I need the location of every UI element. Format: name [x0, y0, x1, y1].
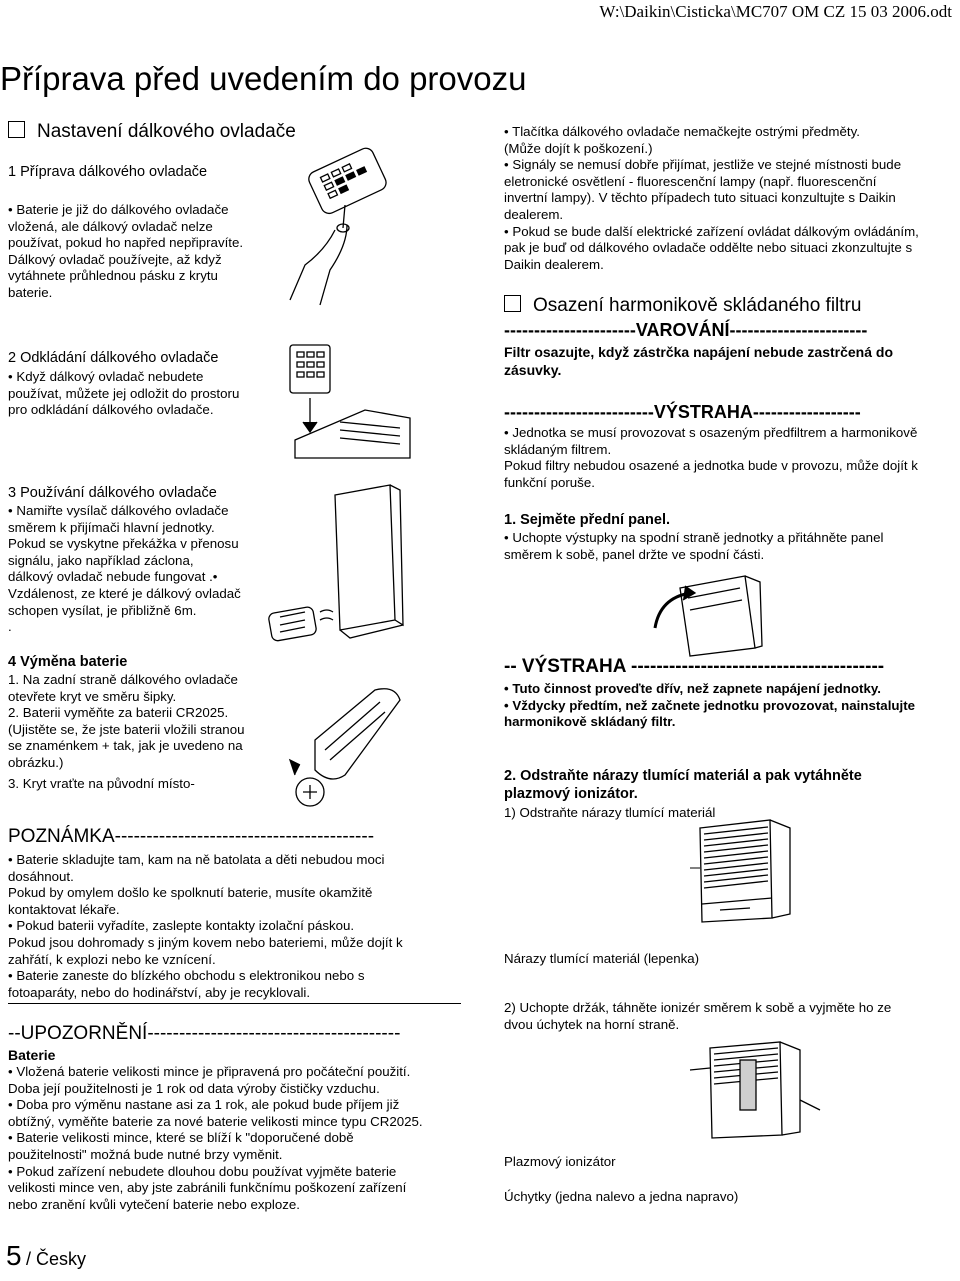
- warning-heading-3: -- VÝSTRAHA ----------------------------------------: [504, 656, 885, 677]
- warning-text-3: [504, 681, 954, 731]
- remote-tape-illustration: [285, 150, 415, 310]
- text-line: • Namiřte vysílač dálkového ovladače: [8, 503, 229, 518]
- text-line: Filtr osazujte, když zástrčka napájení nebude zastrčená do: [504, 344, 894, 360]
- text-line: • Uchopte výstupky na spodní straně jednotky a přitáhněte panel: [504, 530, 884, 545]
- text-line: velikosti mince ven, aby jste zabránili funkčnímu poškození zařízení: [8, 1180, 407, 1196]
- text-line: 2. Odstraňte nárazy tlumící materiál a pak vytáhněte: [504, 768, 862, 784]
- text-line: • Baterie je již do dálkového ovladače: [8, 202, 229, 217]
- text-line: 2) Uchopte držák, táhněte ionizér směrem k sobě a vyjměte ho ze: [504, 1000, 892, 1015]
- text-line: dálkový ovladač nebude fungovat .•: [8, 569, 218, 585]
- text-line: 1. Na zadní straně dálkového ovladače: [8, 672, 238, 687]
- text-line: použitelnosti" možná bude nutné brzy vyměnit.: [8, 1146, 283, 1162]
- warning-heading-1: ----------------------VAROVÁNÍ-----------------------: [504, 320, 868, 340]
- section-title-remote: [8, 121, 296, 143]
- text-line: používat, pokud ho napřed nepřipravíte.: [8, 235, 244, 251]
- text-line: dvou úchytek na horní straně.: [504, 1016, 680, 1032]
- text-line: baterie.: [8, 284, 53, 300]
- note-paragraph: [8, 852, 468, 1001]
- text-line: • Vždycky předtím, než začnete jednotku provozovat, nainstalujte: [504, 697, 916, 713]
- text-line: • Tuto činnost proveďte dřív, než zapnete napájení jednotky.: [504, 681, 881, 696]
- text-line: signálu, jako například záclona,: [8, 552, 194, 568]
- text-line: .: [8, 619, 12, 635]
- text-line: schopen vysílat, je přibližně 6m.: [8, 602, 197, 618]
- text-line: fotoaparáty, nebo do hodinářství, aby je recyklovali.: [8, 984, 311, 1000]
- text-line: • Pokud baterii vyřadíte, zaslepte kontakty izolační páskou.: [8, 918, 355, 934]
- paragraph-s1: [8, 202, 278, 302]
- text-line: Vzdálenost, ze které je dálkový ovladač: [8, 585, 241, 601]
- text-line: zahřátí, k explozi nebo ke vznícení.: [8, 951, 216, 967]
- text-line: skládaným filtrem.: [504, 441, 612, 457]
- text-line: obrázku.): [8, 754, 64, 770]
- text-line: otevřete kryt ve směru šipky.: [8, 688, 177, 704]
- text-line: • Pokud se bude další elektrické zařízení ovládat dálkovým ovládáním,: [504, 223, 919, 239]
- text-line: dosáhnout.: [8, 868, 74, 884]
- text-line: eletronické osvětlení - fluorescenční lampy (např. fluorescenční: [504, 173, 877, 189]
- packing-removal-illustration: [690, 818, 800, 928]
- text-line: obtížný, vyměňte baterie za nové baterie velikosti mince typu CR2025.: [8, 1113, 423, 1129]
- text-line: používat, můžete jej odložit do prostoru: [8, 385, 240, 401]
- text-line: invertní lampy). V těchto případech tuto situaci konzultujte s Daikin: [504, 190, 896, 206]
- caution-heading: --UPOZORNĚNÍ----------------------------------------: [8, 1023, 401, 1044]
- checkbox-square-icon: [504, 295, 521, 312]
- text-line: • Tlačítka dálkového ovladače nemačkejte ostrými předměty.: [504, 124, 860, 139]
- checkbox-square-icon: [8, 121, 25, 138]
- remote-tips-paragraph: [504, 124, 954, 273]
- file-path-header: W:\Daikin\Cisticka\MC707 OM CZ 15 03 2006.odt: [599, 2, 952, 21]
- divider: [8, 1003, 461, 1004]
- heading-s2: 2 Odkládání dálkového ovladače: [8, 350, 219, 366]
- step1-text: [504, 530, 954, 563]
- text-line: • Když dálkový ovladač nebudete: [8, 369, 204, 384]
- text-line: (Může dojít k poškození.): [504, 140, 653, 156]
- text-line: Pokud se vyskytne překážka v přenosu: [8, 536, 239, 552]
- note-heading: POZNÁMKA-----------------------------------------: [8, 826, 375, 847]
- text-line: Pokud filtry nebudou osazené a jednotka bude v provozu, může dojít k: [504, 458, 918, 474]
- text-line: vložená, ale dálkový ovladač nelze: [8, 218, 213, 234]
- text-line: 3. Kryt vraťte na původní místo-: [8, 775, 195, 791]
- text-line: (Ujistěte se, že jste baterii vložili stranou: [8, 721, 245, 737]
- text-line: zásuvky.: [504, 362, 562, 378]
- text-line: pro odkládání dálkového ovladače.: [8, 402, 214, 418]
- text-line: • Doba pro výměnu nastane asi za 1 rok, ale pokud bude příjem již: [8, 1097, 400, 1113]
- text-line: harmonikově skládaný filtr.: [504, 714, 676, 730]
- text-line: Pokud jsou dohromady s jiným kovem nebo bateriemi, může dojít k: [8, 934, 403, 950]
- ionizer-removal-illustration: [690, 1040, 840, 1140]
- section-title-filter: [504, 295, 861, 317]
- step2-sub1: 1) Odstraňte nárazy tlumící materiál: [504, 805, 716, 820]
- text-line: kontaktovat lékaře.: [8, 901, 120, 917]
- text-line: funkční poruše.: [504, 474, 595, 490]
- step1-heading: 1. Sejměte přední panel.: [504, 512, 670, 528]
- text-line: • Vložená baterie velikosti mince je připravená pro počáteční použití.: [8, 1064, 411, 1079]
- text-line: nebo zranění kvůli vytečení baterie nebo exploze.: [8, 1196, 300, 1212]
- paragraph-s3: [8, 503, 278, 636]
- warning-heading-2: -------------------------VÝSTRAHA------------------: [504, 402, 861, 422]
- caption-packing: Nárazy tlumící materiál (lepenka): [504, 951, 700, 966]
- remote-storage-illustration: [285, 340, 415, 460]
- battery-replace-illustration: [285, 680, 415, 820]
- page-number: 5: [6, 1240, 22, 1271]
- page-footer: [6, 1240, 86, 1272]
- warning-text-2: [504, 425, 954, 491]
- caution-subheading: Baterie: [8, 1047, 56, 1063]
- text-line: směrem k přijímači hlavní jednotky.: [8, 519, 215, 535]
- page-title: Příprava před uvedením do provozu: [0, 60, 527, 97]
- caption-hooks: Úchytky (jedna nalevo a jedna napravo): [504, 1189, 739, 1204]
- warning-text-1: [504, 343, 954, 379]
- text-line: Pokud by omylem došlo ke spolknutí baterie, musíte okamžitě: [8, 885, 373, 901]
- step2-heading: [504, 767, 862, 803]
- text-line: dealerem.: [504, 206, 564, 222]
- caution-paragraph: [8, 1064, 468, 1213]
- text-line: vytáhnete průhlednou pásku z krytu: [8, 268, 218, 284]
- heading-s3: 3 Používání dálkového ovladače: [8, 485, 217, 501]
- text-line: • Baterie skladujte tam, kam na ně batolata a děti nebudou moci: [8, 852, 385, 867]
- text-line: • Baterie zaneste do blízkého obchodu s elektronikou nebo s: [8, 968, 365, 984]
- text-line: • Pokud zařízení nebudete dlouhou dobu používat vyjměte baterie: [8, 1163, 397, 1179]
- text-line: • Jednotka se musí provozovat s osazeným předfiltrem a harmonikově: [504, 425, 918, 440]
- remote-use-illustration: [265, 480, 415, 655]
- text-line: • Baterie velikosti mince, které se blíží k "doporučené době: [8, 1130, 354, 1146]
- text-line: 2. Baterii vyměňte za baterii CR2025.: [8, 705, 229, 721]
- step2-sub2: [504, 1000, 954, 1033]
- paragraph-s4: [8, 672, 278, 792]
- text-line: plazmový ionizátor.: [504, 786, 638, 802]
- paragraph-s2: [8, 369, 278, 419]
- text-line: se znaménkem + tak, jak je uvedeno na: [8, 738, 243, 754]
- caption-ionizer: Plazmový ionizátor: [504, 1154, 616, 1169]
- language-label: / Česky: [26, 1249, 87, 1269]
- text-line: pak je buď od dálkového ovladače oddělte nebo situaci zkonzultujte s: [504, 240, 913, 256]
- section-title-text: Nastavení dálkového ovladače: [37, 121, 296, 142]
- front-panel-illustration: [650, 568, 770, 658]
- text-line: Daikin dealerem.: [504, 256, 604, 272]
- text-line: • Signály se nemusí dobře přijímat, jestliže ve stejné místnosti bude: [504, 157, 902, 173]
- text-line: Doba její použitelnosti je 1 rok od data výroby čističky vzduchu.: [8, 1080, 380, 1096]
- text-line: Dálkový ovladač používejte, až když: [8, 251, 222, 267]
- section-title-text: Osazení harmonikově skládaného filtru: [533, 295, 862, 316]
- heading-s4: 4 Výměna baterie: [8, 654, 128, 670]
- text-line: směrem k sobě, panel držte ve spodní části.: [504, 546, 765, 562]
- heading-s1: 1 Příprava dálkového ovladače: [8, 164, 208, 180]
